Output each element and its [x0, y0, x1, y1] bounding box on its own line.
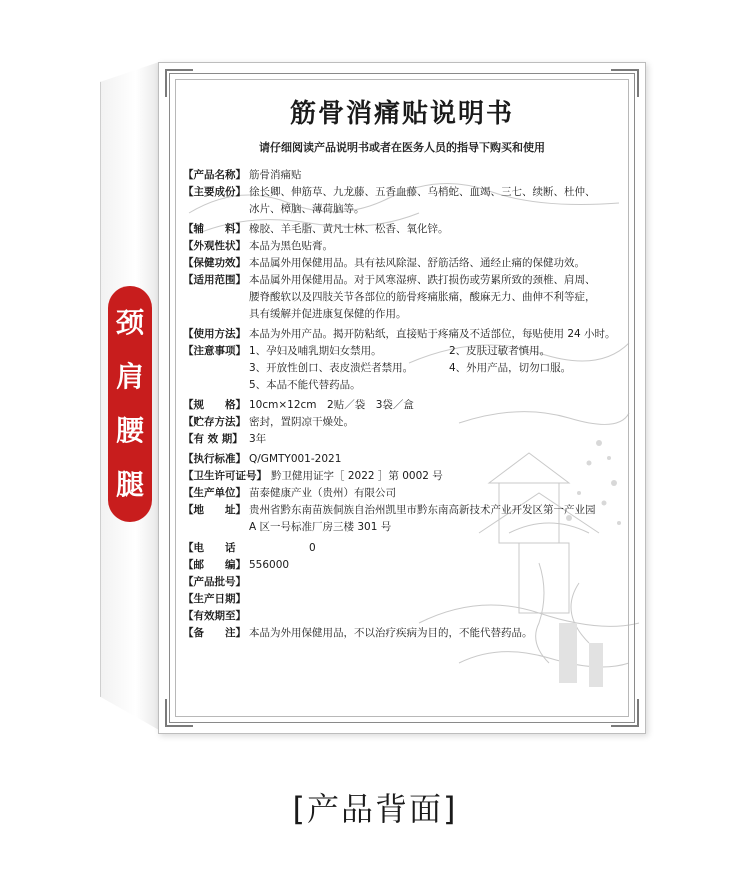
value-validity: 3年 [249, 433, 267, 445]
value-address-1: 贵州省黔东南苗族侗族自治州凯里市黔东南高新技术产业开发区第一产业园 [249, 504, 596, 516]
spine-char-2: 肩 [115, 360, 144, 393]
row-precautions-cont-1 [183, 360, 633, 377]
row-phone [183, 536, 633, 557]
value-ingredients-1: 徐长卿、伸筋草、九龙藤、五香血藤、乌梢蛇、血竭、三七、续断、杜仲、 [249, 186, 596, 198]
label-excipients: 【辅 料】 [183, 223, 246, 235]
value-standard: Q/GMTY001-2021 [249, 453, 342, 465]
value-usage: 本品为外用产品。揭开防粘纸，直接贴于疼痛及不适部位，每贴使用 24 小时。 [249, 328, 616, 340]
label-postcode: 【邮 编】 [183, 559, 246, 571]
spine-label [108, 286, 152, 522]
precaution-item-2: 2、皮肤过敏者慎用。 [449, 345, 551, 357]
document-title: 筋骨消痛贴说明书 [289, 99, 514, 129]
row-license [183, 468, 633, 485]
spine-char-4: 腿 [115, 468, 144, 501]
row-spec [183, 397, 633, 414]
corner-ornament-icon [165, 699, 193, 727]
label-manufacturer: 【生产单位】 [183, 487, 246, 499]
row-usage [183, 326, 633, 343]
row-precautions [183, 343, 633, 360]
image-caption: [产品背面] [292, 790, 458, 828]
spec-list [183, 167, 633, 642]
row-batch [183, 574, 633, 591]
row-manufacturer [183, 485, 633, 502]
label-remarks: 【备 注】 [183, 627, 246, 639]
row-excipients [183, 221, 633, 238]
row-postcode [183, 557, 633, 574]
value-scope-3: 具有缓解并促进康复保健的作用。 [249, 308, 407, 320]
value-ingredients-2: 冰片、樟脑、薄荷脑等。 [249, 203, 365, 215]
label-spec: 【规 格】 [183, 399, 246, 411]
row-remarks [183, 625, 633, 642]
row-function [183, 255, 633, 272]
row-scope-cont-1 [183, 289, 633, 306]
row-appearance [183, 238, 633, 255]
row-precautions-cont-2 [183, 377, 633, 394]
label-function: 【保健功效】 [183, 257, 246, 269]
precaution-item-4: 4、外用产品，切勿口服。 [449, 362, 572, 374]
row-name [183, 167, 633, 184]
value-address-2: A 区一号标准厂房三楼 301 号 [249, 521, 392, 533]
label-usage: 【使用方法】 [183, 328, 246, 340]
label-address: 【地 址】 [183, 504, 246, 516]
value-storage: 密封，置阴凉干燥处。 [249, 416, 354, 428]
value-appearance: 本品为黑色贴膏。 [249, 240, 333, 252]
precaution-item-5: 5、本品不能代替药品。 [249, 379, 361, 391]
label-storage: 【贮存方法】 [183, 416, 246, 428]
row-scope [183, 272, 633, 289]
label-precautions: 【注意事项】 [183, 345, 246, 357]
row-standard [183, 451, 633, 468]
precaution-item-3: 3、开放性创口、表皮溃烂者禁用。 [249, 362, 414, 374]
row-address [183, 502, 633, 519]
label-name: 【产品名称】 [183, 169, 246, 181]
label-scope: 【适用范围】 [183, 274, 246, 286]
label-ingredients: 【主要成份】 [183, 186, 246, 198]
label-expiry: 【有效期至】 [183, 610, 246, 622]
label-license: 【卫生许可证号】 [183, 470, 267, 482]
corner-ornament-icon [611, 699, 639, 727]
box-front-panel [158, 62, 646, 734]
precaution-item-1: 1、孕妇及哺乳期妇女禁用。 [249, 345, 382, 357]
value-name: 筋骨消痛贴 [249, 169, 302, 181]
row-storage [183, 414, 633, 431]
row-validity [183, 431, 633, 448]
label-validity: 【有 效 期】 [183, 433, 243, 445]
value-remarks: 本品为外用保健用品，不以治疗疾病为目的，不能代替药品。 [249, 627, 533, 639]
label-appearance: 【外观性状】 [183, 240, 246, 252]
label-batch: 【产品批号】 [183, 576, 246, 588]
spine-char-1: 颈 [115, 306, 144, 339]
row-ingredients [183, 184, 633, 201]
spine-char-3: 腰 [115, 414, 144, 447]
row-address-cont [183, 519, 633, 536]
row-scope-cont-2 [183, 306, 633, 323]
value-phone: 0 [309, 542, 316, 554]
value-scope-1: 本品属外用保健用品。对于风寒湿痹、跌打损伤或劳累所致的颈椎、肩周、 [249, 274, 596, 286]
label-production-date: 【生产日期】 [183, 593, 246, 605]
row-ingredients-cont [183, 201, 633, 218]
value-function: 本品属外用保健用品。具有祛风除湿、舒筋活络、通经止痛的保健功效。 [249, 257, 585, 269]
value-scope-2: 腰脊酸软以及四肢关节各部位的筋骨疼痛胀痛，酸麻无力、曲伸不利等症， [249, 291, 596, 303]
value-postcode: 556000 [249, 559, 290, 571]
row-expiry [183, 608, 633, 625]
value-spec: 10cm×12cm 2贴／袋 3袋／盒 [249, 399, 414, 411]
value-excipients: 橡胶、羊毛脂、黄凡士林、松香、氧化锌。 [249, 223, 449, 235]
row-production-date [183, 591, 633, 608]
label-standard: 【执行标准】 [183, 453, 246, 465]
document-subtitle: 请仔细阅读产品说明书或者在医务人员的指导下购买和使用 [259, 141, 545, 154]
label-phone: 【电 话 [183, 542, 236, 554]
value-manufacturer: 苗泰健康产业（贵州）有限公司 [249, 487, 396, 499]
value-license: 黔卫健用证字［ 2022 ］第 0002 号 [271, 470, 443, 482]
